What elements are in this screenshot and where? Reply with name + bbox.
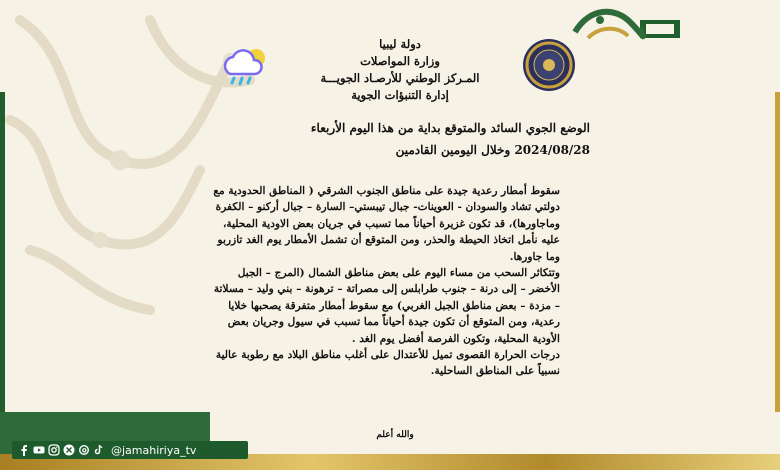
header-department: إدارة التنبؤات الجوية [351, 88, 449, 102]
paragraph-rain-southeast: سقوط أمطار رعدية جيدة على مناطق الجنوب الشرقي ( المناطق الحدودية مع دولتي تشاد والسودان - العوينات- جبال تيبستي– السارة – جبال أركنو – الكفرة وماجاورها)، قد تكون غزيرة أحياناً مما تسبب في جريان بعض الاودية المحلية، عليه نأمل اتخاذ الحيطة والحذر، ومن المتوقع أن تشمل الأمطار يوم الغد تازربو وما جاورها. [213, 185, 560, 263]
right-accent-bar [775, 92, 780, 412]
cloud-rain-sun-icon [220, 44, 270, 88]
meteorology-seal-icon [522, 38, 576, 92]
facebook-icon[interactable] [18, 444, 30, 456]
closing-text: والله أعلم [376, 430, 414, 440]
paragraph-temperature: درجات الحرارة القصوى تميل للأعتدال على أغلب مناطق البلاد مع رطوبة عالية نسبياً على المناطق الساحلية. [215, 349, 560, 378]
instagram-icon[interactable] [48, 444, 60, 456]
youtube-icon[interactable] [33, 444, 45, 456]
title-line-1: الوضع الجوي السائد والمتوقع بداية من هذا اليوم الأربعاء [310, 121, 590, 135]
bulletin-title [230, 117, 590, 161]
social-handle-link[interactable]: @jamahiriya_tv [111, 443, 197, 457]
header-center: المـركز الوطني للأرصـاد الجويـــة [320, 71, 480, 85]
bulletin-body [205, 183, 560, 380]
agency-header [300, 36, 500, 104]
header-ministry: وزارة المواصلات [360, 54, 440, 68]
threads-icon[interactable] [78, 444, 90, 456]
calligraphy-logo [570, 2, 685, 46]
x-icon[interactable] [63, 444, 75, 456]
header-country: دولة ليبيا [379, 37, 421, 51]
left-accent-bar [0, 92, 5, 412]
paragraph-clouds-north: وتتكاثر السحب من مساء اليوم على بعض مناطق الشمال (المرج – الجبل الأخضر – إلى درنة – جنوب طرابلس إلى مصراتة – ترهونة – بني وليد – مسلاتة – مزدة – بعض مناطق الجبل الغربي) مع سقوط أمطار متفرقة يصحبها خلايا رعدية، ومن المتوقع أن تكون جيدة أحياناً مما تسبب في سيول وجريان بعض الأودية المحلية، وتكون الفرصة أفضل يوم الغد . [213, 267, 560, 345]
tiktok-icon[interactable] [93, 444, 105, 456]
social-media-bar [12, 441, 248, 459]
title-line-2: 2024/08/28 وخلال اليومين القادمين [395, 143, 590, 157]
